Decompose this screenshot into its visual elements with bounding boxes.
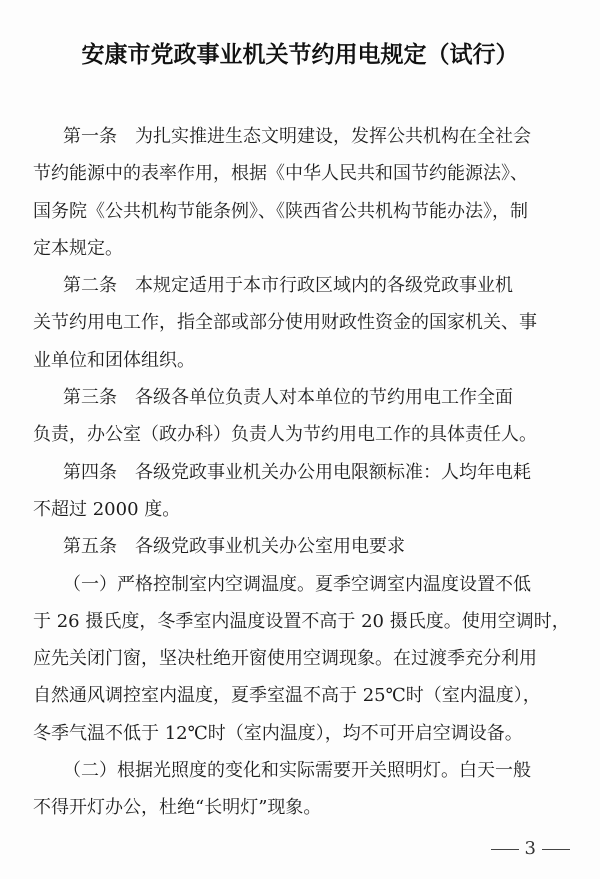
text-line: 定本规定。 <box>33 237 123 259</box>
document-body <box>33 118 583 827</box>
text-line: 应先关闭门窗，坚决杜绝开窗使用空调现象。在过渡季充分利用 <box>33 648 537 670</box>
text-line: 负责，办公室（政办科）负责人为节约用电工作的具体责任人。 <box>33 424 537 446</box>
paragraph-article-2 <box>33 267 583 379</box>
text-line: 关节约用电工作，指全部或部分使用财政性资金的国家机关、事 <box>33 312 537 334</box>
text-line: 于 26 摄氏度，冬季室内温度设置不高于 20 摄氏度。使用空调时， <box>33 610 570 632</box>
text-line: 第二条 本规定适用于本市行政区域内的各级党政事业机 <box>63 275 513 297</box>
footer-dash-left <box>491 849 519 850</box>
page-number: 3 <box>524 838 536 859</box>
paragraph-item-1 <box>33 566 583 752</box>
text-line: 节约能源中的表率作用，根据《中华人民共和国节约能源法》、 <box>33 163 528 185</box>
text-line: 不超过 2000 度。 <box>33 498 181 520</box>
document-title: 安康市党政事业机关节约用电规定（试行） <box>81 42 519 68</box>
text-line: （一）严格控制室内空调温度。夏季空调室内温度设置不低 <box>63 573 531 595</box>
text-line: 第三条 各级各单位负责人对本单位的节约用电工作全面 <box>63 387 513 409</box>
text-line: 第一条 为扎实推进生态文明建设，发挥公共机构在全社会 <box>63 126 531 147</box>
paragraph-article-5 <box>63 528 583 565</box>
paragraph-item-2 <box>33 752 583 827</box>
text-line: 自然通风调控室内温度，夏季室温不高于 25℃时（室内温度）， <box>33 685 541 707</box>
footer-dash-right <box>542 849 570 850</box>
text-line: 第五条 各级党政事业机关办公室用电要求 <box>63 536 405 558</box>
text-line: 第四条 各级党政事业机关办公用电限额标准：人均年电耗 <box>63 461 531 483</box>
page-number-footer <box>485 838 576 859</box>
paragraph-article-3 <box>33 379 583 454</box>
text-line: （二）根据光照度的变化和实际需要开关照明灯。白天一般 <box>63 760 531 782</box>
text-line: 业单位和团体组织。 <box>33 349 195 371</box>
text-line: 国务院《公共机构节能条例》、《陕西省公共机构节能办法》，制 <box>33 200 528 222</box>
paragraph-article-4 <box>33 454 583 529</box>
paragraph-article-1 <box>33 118 583 267</box>
text-line: 冬季气温不低于 12℃时（室内温度），均不可开启空调设备。 <box>33 722 523 744</box>
text-line: 不得开灯办公，杜绝“长明灯”现象。 <box>33 797 322 819</box>
